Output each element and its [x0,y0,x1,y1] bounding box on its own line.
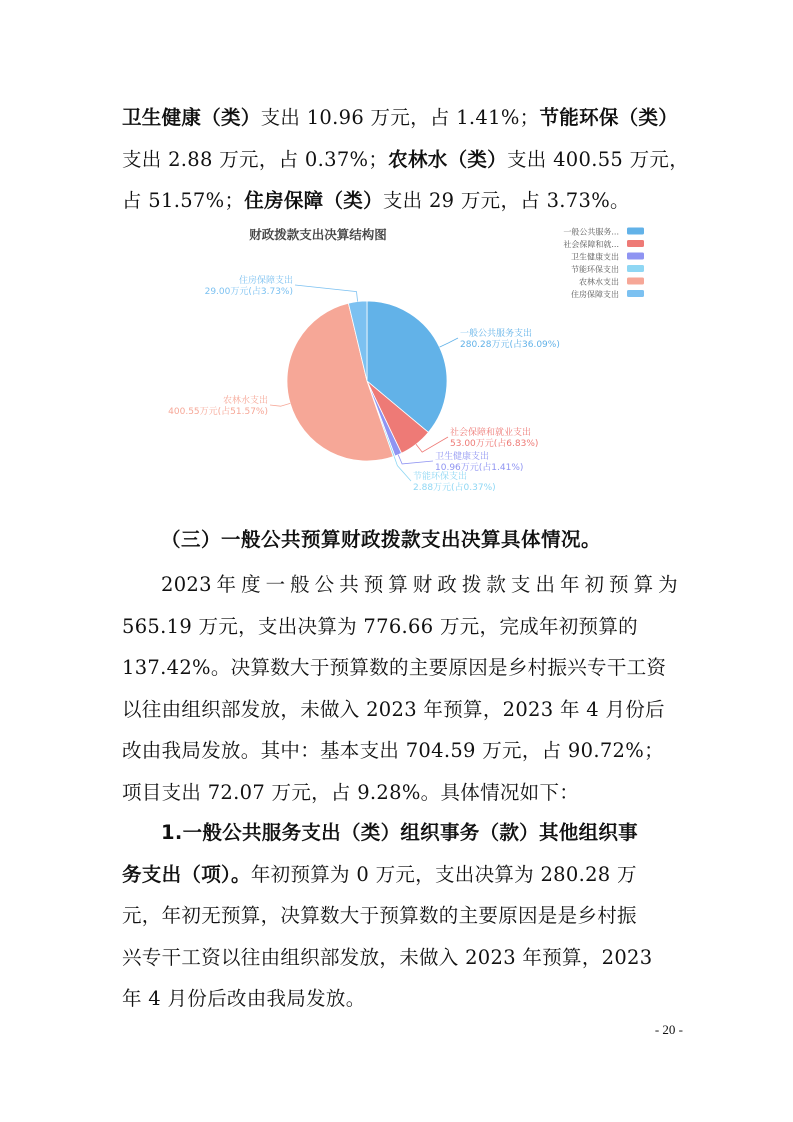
label-leader-line [270,403,290,406]
text-span: 支出 10.96 万元，占 1.41%； [260,106,540,129]
text-line: 兴专干工资以往由组织部发放，未做入 2023 年预算，2023 [122,945,653,969]
bold-phrase: 1.一般公共服务支出（类）组织事务（款）其他组织事 [161,821,638,844]
text-line [122,97,678,139]
pie-chart-svg [160,218,680,508]
text-token: 算 [388,573,409,596]
text-token: 算 [633,573,654,596]
slice-label-name: 住房保障支出 [238,276,293,286]
text-span: 年初预算为 0 万元，支出决算为 280.28 万 [250,862,637,886]
text-line: 年 4 月份后改由我局发放。 [122,987,366,1010]
chart-title: 财政拨款支出决算结构图 [249,227,387,242]
text-token: 2023 [161,573,212,596]
text-token: 预 [363,573,384,596]
slice-label-name: 农林水支出 [222,396,268,406]
text-line [122,180,678,222]
slice-label-value: 2.88万元(占0.37%) [413,483,496,493]
legend-label: 住房保障支出 [571,290,619,299]
bold-phrase: 卫生健康（类） [122,106,261,129]
text-line: 以往由组织部发放，未做入 2023 年预算，2023 年 4 月份后 [122,697,665,721]
text-line: 565.19 万元，支出决算为 776.66 万元，完成年初预算的 [122,614,638,638]
top-paragraph [122,97,690,222]
slice-label-value: 280.28万元(占36.09%) [460,340,560,350]
text-line: 137.42%。决算数大于预算数的主要原因是乡村振兴专干工资 [122,656,667,679]
legend-swatch [627,290,644,297]
legend-swatch [627,278,644,285]
legend-swatch [627,253,644,260]
expenditure-pie-chart [160,218,680,508]
legend-label: 一般公共服务... [563,227,619,237]
bold-phrase: 节能环保（类） [539,106,679,129]
text-token: 公 [314,573,335,596]
text-token: 为 [658,573,678,596]
text-span: 占 51.57%； [122,189,245,212]
label-leader-line [398,455,433,464]
section-heading: （三）一般公共预算财政拨款支出决算具体情况。 [161,528,602,551]
bold-phrase: 住房保障（类） [244,189,383,212]
text-line [122,812,678,854]
legend-label: 社会保障和就... [563,240,619,249]
page-number: - 20 - [654,1022,683,1037]
text-token: 一 [265,573,286,596]
text-token: 共 [339,573,360,596]
legend-label: 节能环保支出 [571,265,619,274]
slice-label-value: 400.55万元(占51.57%) [168,407,268,417]
text-token: 款 [486,573,507,596]
legend-swatch [627,265,644,272]
text-token: 年 [559,573,580,596]
label-leader-line [440,338,459,347]
text-line: 项目支出 72.07 万元，占 9.28%。具体情况如下： [122,780,580,804]
text-token: 支 [510,573,531,596]
slice-label-value: 53.00万元(占6.83%) [450,439,539,449]
text-token: 年 [216,573,237,596]
legend-label: 卫生健康支出 [571,252,619,262]
text-line [122,854,678,896]
bold-phrase: 农林水（类） [388,147,507,171]
text-token: 出 [535,573,556,596]
text-token: 度 [241,573,261,596]
text-line: 元，年初无预算，决算数大于预算数的主要原因是是乡村振 [122,904,637,927]
legend-swatch [627,228,644,235]
bold-phrase: 务支出（项）。 [122,862,251,886]
label-leader-line [295,285,358,302]
text-token: 政 [437,573,458,596]
text-span: 支出 400.55 万元， [506,147,690,171]
slice-label-value: 29.00万元(占3.73%) [204,287,293,297]
slice-label-value: 10.96万元(占1.41%) [435,463,524,473]
label-leader-line [394,456,411,481]
text-token: 初 [584,573,605,596]
text-token: 拨 [461,573,482,596]
slice-label-name: 社会保障和就业支出 [450,428,532,438]
text-line-justified [122,564,678,606]
paragraph-item-1 [122,812,678,1020]
legend-swatch [627,240,644,247]
text-line [122,139,690,181]
text-token: 财 [412,573,433,596]
text-token: 般 [290,573,310,596]
paragraph-budget-summary [122,564,678,813]
slice-label-name: 节能环保支出 [413,472,468,482]
legend-label: 农林水支出 [579,277,619,287]
text-token: 预 [609,573,629,596]
text-span: 支出 2.88 万元，占 0.37%； [122,147,389,171]
slice-label-name: 一般公共服务支出 [460,329,533,339]
text-span: 支出 29 万元，占 3.73%。 [382,189,630,212]
text-line: 改由我局发放。其中：基本支出 704.59 万元，占 90.72%； [122,739,664,762]
slice-label-name: 卫生健康支出 [435,452,490,462]
